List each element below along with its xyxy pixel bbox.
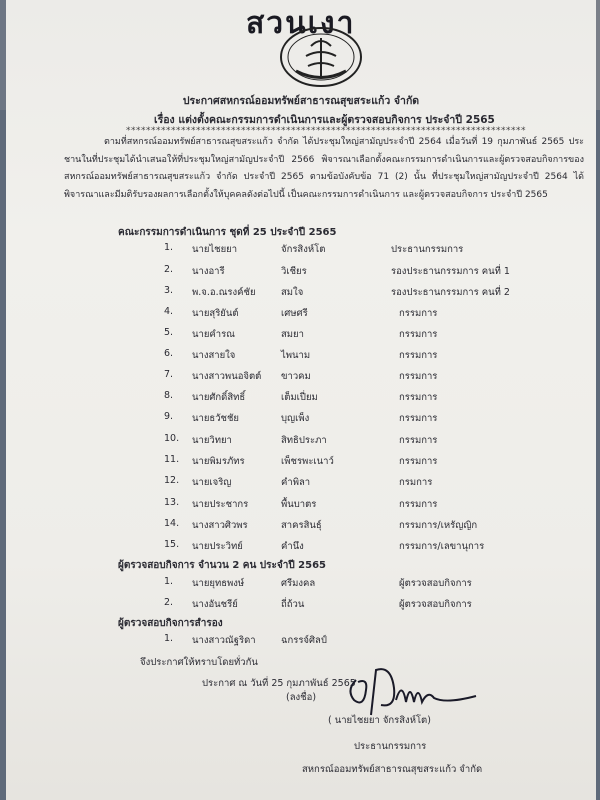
item-number: 1.: [164, 242, 174, 253]
first-name: นางสาวศิวพร: [192, 520, 248, 531]
last-name: คำนึง: [281, 541, 304, 552]
last-name: ถี่ถ้วน: [281, 599, 305, 610]
item-number: 10.: [164, 433, 180, 444]
signer-title: ประธานกรรมการ: [354, 741, 427, 752]
last-name: ฉกรรจ์ศิลป์: [281, 635, 327, 646]
signer-name: ( นายไชยยา จักรสิงห์โต): [328, 715, 431, 726]
item-number: 7.: [164, 369, 174, 380]
first-name: นายประวิทย์: [192, 541, 243, 552]
role: กรรมการ: [399, 371, 438, 382]
item-number: 5.: [164, 327, 174, 338]
last-name: พื้นบาตร: [281, 499, 317, 510]
first-name: นางสาวณัฐริดา: [192, 635, 256, 646]
cooperative-seal-logo: [266, 26, 376, 88]
item-number: 2.: [164, 264, 174, 275]
last-name: เต็มเปี่ยม: [281, 392, 318, 403]
first-name: นายคำรณ: [192, 329, 236, 340]
signed-label: (ลงชื่อ): [286, 692, 317, 703]
role: กรรมการ: [399, 413, 438, 424]
role: ผู้ตรวจสอบกิจการ: [399, 599, 472, 610]
announcement-subject: เรื่อง แต่งตั้งคณะกรรมการดำเนินการและผู้ตรวจสอบกิจการ ประจำปี 2565: [154, 114, 495, 126]
item-number: 6.: [164, 348, 174, 359]
last-name: ศรีมงคล: [281, 578, 316, 589]
first-name: นางสาวพนอจิตต์: [192, 371, 262, 382]
item-number: 12.: [164, 475, 180, 486]
item-number: 13.: [164, 497, 180, 508]
item-number: 1.: [164, 576, 174, 587]
item-number: 15.: [164, 539, 180, 550]
last-name: สิทธิประภา: [281, 435, 327, 446]
item-number: 1.: [164, 633, 174, 644]
last-name: วิเชียร: [281, 266, 307, 277]
announcement-title: ประกาศสหกรณ์ออมทรัพย์สาธารณสุขสระแก้ว จำกัด: [182, 95, 420, 107]
closing-notice: จึงประกาศให้ทราบโดยทั่วกัน: [140, 657, 258, 668]
last-name: บุญเพ็ง: [281, 413, 310, 424]
last-name: สมใจ: [281, 287, 304, 298]
cooperative-short-name: สวนเงา: [246, 6, 356, 41]
item-number: 14.: [164, 518, 180, 529]
last-name: เศษศรี: [281, 308, 308, 319]
body-paragraph: [64, 134, 584, 204]
role: รองประธานกรรมการ คนที่ 1: [391, 266, 510, 277]
first-name: นางสายใจ: [192, 350, 236, 361]
last-name: ไพนาม: [281, 350, 311, 361]
role: กรรมการ: [399, 350, 438, 361]
role: กรรมการ: [399, 308, 438, 319]
item-number: 3.: [164, 285, 174, 296]
last-name: คำพิลา: [281, 477, 311, 488]
first-name: นายวิทยา: [192, 435, 232, 446]
role: กรรมการ/เลขานุการ: [399, 541, 485, 552]
separator-stars: ********************************************************************************: [126, 126, 526, 136]
item-number: 2.: [164, 597, 174, 608]
first-name: นายธวัชชัย: [192, 413, 239, 424]
item-number: 11.: [164, 454, 180, 465]
first-name: นายพิมรภัทร: [192, 456, 245, 467]
last-name: สมยา: [281, 329, 304, 340]
item-number: 4.: [164, 306, 174, 317]
first-name: นายเจริญ: [192, 477, 232, 488]
item-number: 9.: [164, 411, 174, 422]
role: กรรมการ: [399, 456, 438, 467]
organization-name: สหกรณ์ออมทรัพย์สาธารณสุขสระแก้ว จำกัด: [302, 764, 483, 775]
first-name: นายไชยยา: [192, 244, 238, 255]
auditors-heading: ผู้ตรวจสอบกิจการ จำนวน 2 คน ประจำปี 2565: [118, 560, 327, 571]
role: กรรมการ/เหรัญญิก: [399, 520, 478, 531]
role: กรมการ: [399, 477, 433, 488]
board-heading: คณะกรรมการดำเนินการ ชุดที่ 25 ประจำปี 2565: [118, 227, 337, 238]
announcement-date: ประกาศ ณ วันที่ 25 กุมภาพันธ์ 2565: [202, 678, 356, 689]
first-name: นายยุทธพงษ์: [192, 578, 245, 589]
role: กรรมการ: [399, 499, 438, 510]
role: ผู้ตรวจสอบกิจการ: [399, 578, 472, 589]
role: ประธานกรรมการ: [391, 244, 464, 255]
last-name: เพ็ชรพะเนาว์: [281, 456, 334, 467]
body-paragraph-text: ตามที่สหกรณ์ออมทรัพย์สาธารณสุขสระแก้ว จำกัด ได้ประชุมใหญ่สามัญประจำปี 2564 เมื่อวันที่ 19 กุมภาพันธ์ 2565 ประชานในที่ประชุมได้นำเสนอให้ที่ประชุมใหญ่สามัญประจำปี 2566 พิจารณาเลือกตั้งคณะกรรมการดำเนินการและผู้ตรวจสอบกิจการของสหกรณ์ออมทรัพย์สาธารณสุขสระแก้ว จำกัด ประจำปี 2565 ตามข้อบังคับข้อ 71 (2) นั้น ที่ประชุมใหญ่สามัญประจำปี 2564 ได้พิจารณาและมีมติรับรองผลการเลือกตั้งให้บุคคลดังต่อไปนี้ เป็นคณะกรรมการดำเนินการ และผู้ตรวจสอบกิจการ ประจำปี 2565: [64, 137, 584, 200]
role: กรรมการ: [399, 329, 438, 340]
document-page: [6, 0, 596, 800]
last-name: ขาวคม: [281, 371, 311, 382]
role: กรรมการ: [399, 392, 438, 403]
first-name: นายสุริยันต์: [192, 308, 239, 319]
first-name: นางอารี: [192, 266, 225, 277]
role: รองประธานกรรมการ คนที่ 2: [391, 287, 510, 298]
last-name: สาครสินธุ์: [281, 520, 322, 531]
first-name: นายประชากร: [192, 499, 249, 510]
first-name: พ.จ.อ.ณรงค์ชัย: [192, 287, 256, 298]
reserve-auditors-heading: ผู้ตรวจสอบกิจการสำรอง: [118, 618, 223, 629]
role: กรรมการ: [399, 435, 438, 446]
last-name: จักรสิงห์โต: [281, 244, 326, 255]
first-name: นางอันชรีย์: [192, 599, 238, 610]
item-number: 8.: [164, 390, 174, 401]
first-name: นายศักดิ์สิทธิ์: [192, 392, 246, 403]
